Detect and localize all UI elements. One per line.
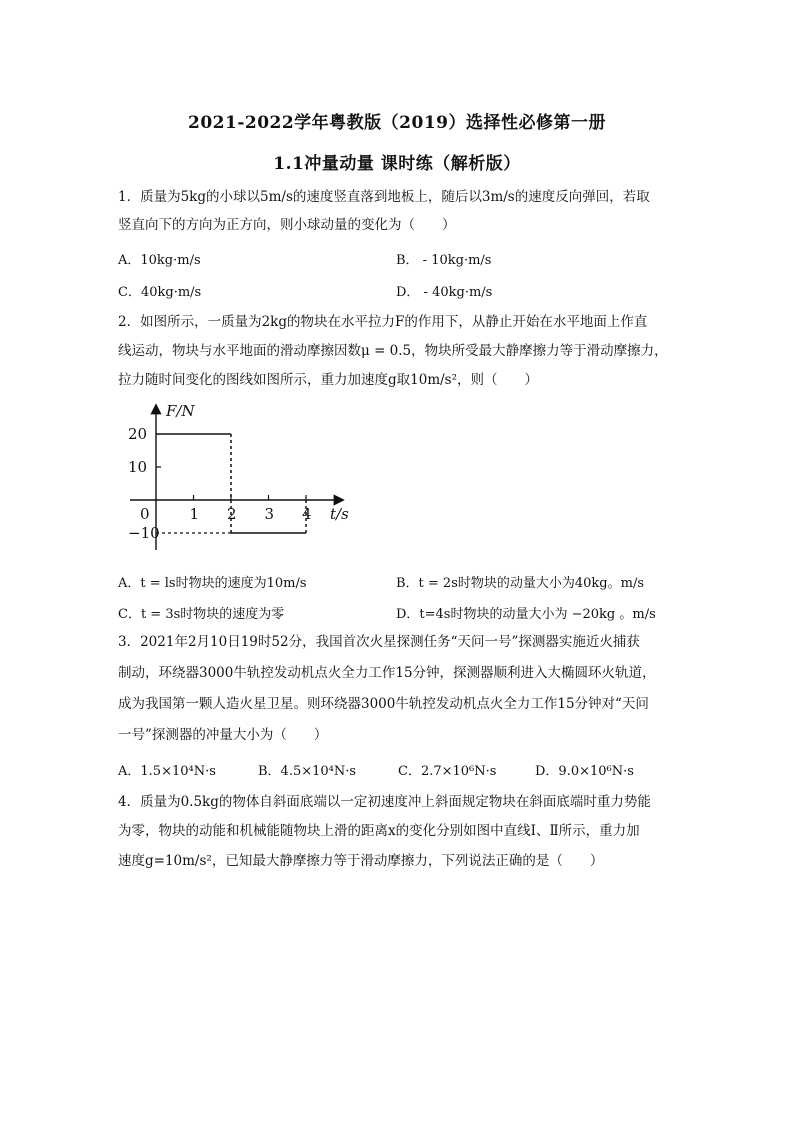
y-tick-label: 10 [128, 458, 148, 476]
q3-stem-line1: 3．2021年2月10日19时52分，我国首次火星探测任务“天问一号”探测器实施近火捕获 [118, 634, 640, 650]
x-tick-label: 0 [140, 505, 150, 523]
q2-stem-line2: 线运动，物块与水平地面的滑动摩擦因数μ = 0.5，物块所受最大静摩擦力等于滑动摩擦力， [118, 343, 668, 359]
x-tick-label: 1 [189, 505, 200, 523]
q1-option-a: A．10kg·m/s [118, 253, 201, 268]
y-tick-label: 20 [128, 425, 148, 443]
q2-option-b: B．t = 2s时物块的动量大小为40kg。m/s [396, 576, 644, 591]
q1-option-c: C．40kg·m/s [118, 285, 202, 300]
q2-option-d: D．t=4s时物块的动量大小为 −20kg 。m/s [396, 607, 656, 622]
q1-stem-line1: 1．质量为5kg的小球以5m/s的速度竖直落到地板上，随后以3m/s的速度反向弹回，若取 [118, 189, 650, 205]
q3-option-c: C．2.7×10⁶N·s [398, 764, 497, 779]
q3-stem-line3: 成为我国第一颗人造火星卫星。则环绕器3000牛轨控发动机点火全力工作15分钟对“天问 [118, 696, 649, 712]
q3-option-b: B．4.5×10⁴N·s [258, 764, 357, 779]
doc-title-line1: 2021-2022学年粤教版（2019）选择性必修第一册 [188, 113, 606, 133]
q2-stem-line3: 拉力随时间变化的图线如图所示，重力加速度g取10m/s²，则（ ） [118, 372, 539, 388]
y-tick-label: −10 [128, 524, 160, 542]
doc-title-line2: 1.1冲量动量 课时练（解析版） [273, 154, 521, 174]
q4-stem-line3: 速度g=10m/s²，已知最大静摩擦力等于滑动摩擦力，下列说法正确的是（ ） [118, 853, 604, 869]
x-tick-label: 4 [302, 505, 312, 523]
q2-option-c: C．t = 3s时物块的速度为零 [118, 607, 285, 622]
q3-option-d: D．9.0×10⁶N·s [535, 764, 634, 779]
q4-stem-line1: 4．质量为0.5kg的物体自斜面底端以一定初速度冲上斜面规定物块在斜面底端时重力势能 [118, 794, 651, 810]
q1-option-d: D． - 40kg·m/s [396, 285, 493, 300]
q2-stem-line1: 2．如图所示，一质量为2kg的物块在水平拉力F的作用下，从静止开始在水平地面上作直 [118, 314, 648, 330]
q4-stem-line2: 为零，物块的动能和机械能随物块上滑的距离x的变化分别如图中直线Ⅰ、Ⅱ所示，重力加 [118, 823, 640, 839]
x-tick-label: 3 [264, 505, 275, 523]
x-tick-label: 2 [227, 505, 237, 523]
force-time-graph [120, 400, 360, 560]
q3-stem-line2: 制动，环绕器3000牛轨控发动机点火全力工作15分钟，探测器顺利进入大椭圆环火轨道， [118, 665, 656, 681]
y-axis-label: F/N [166, 402, 195, 420]
q3-stem-line4: 一号”探测器的冲量大小为（ ） [118, 727, 328, 743]
q1-option-b: B． - 10kg·m/s [396, 253, 492, 268]
q2-option-a: A．t = ls时物块的速度为10m/s [118, 576, 307, 591]
q1-stem-line2: 竖直向下的方向为正方向，则小球动量的变化为（ ） [118, 217, 456, 233]
q3-option-a: A．1.5×10⁴N·s [118, 764, 216, 779]
x-axis-label: t/s [330, 505, 349, 523]
